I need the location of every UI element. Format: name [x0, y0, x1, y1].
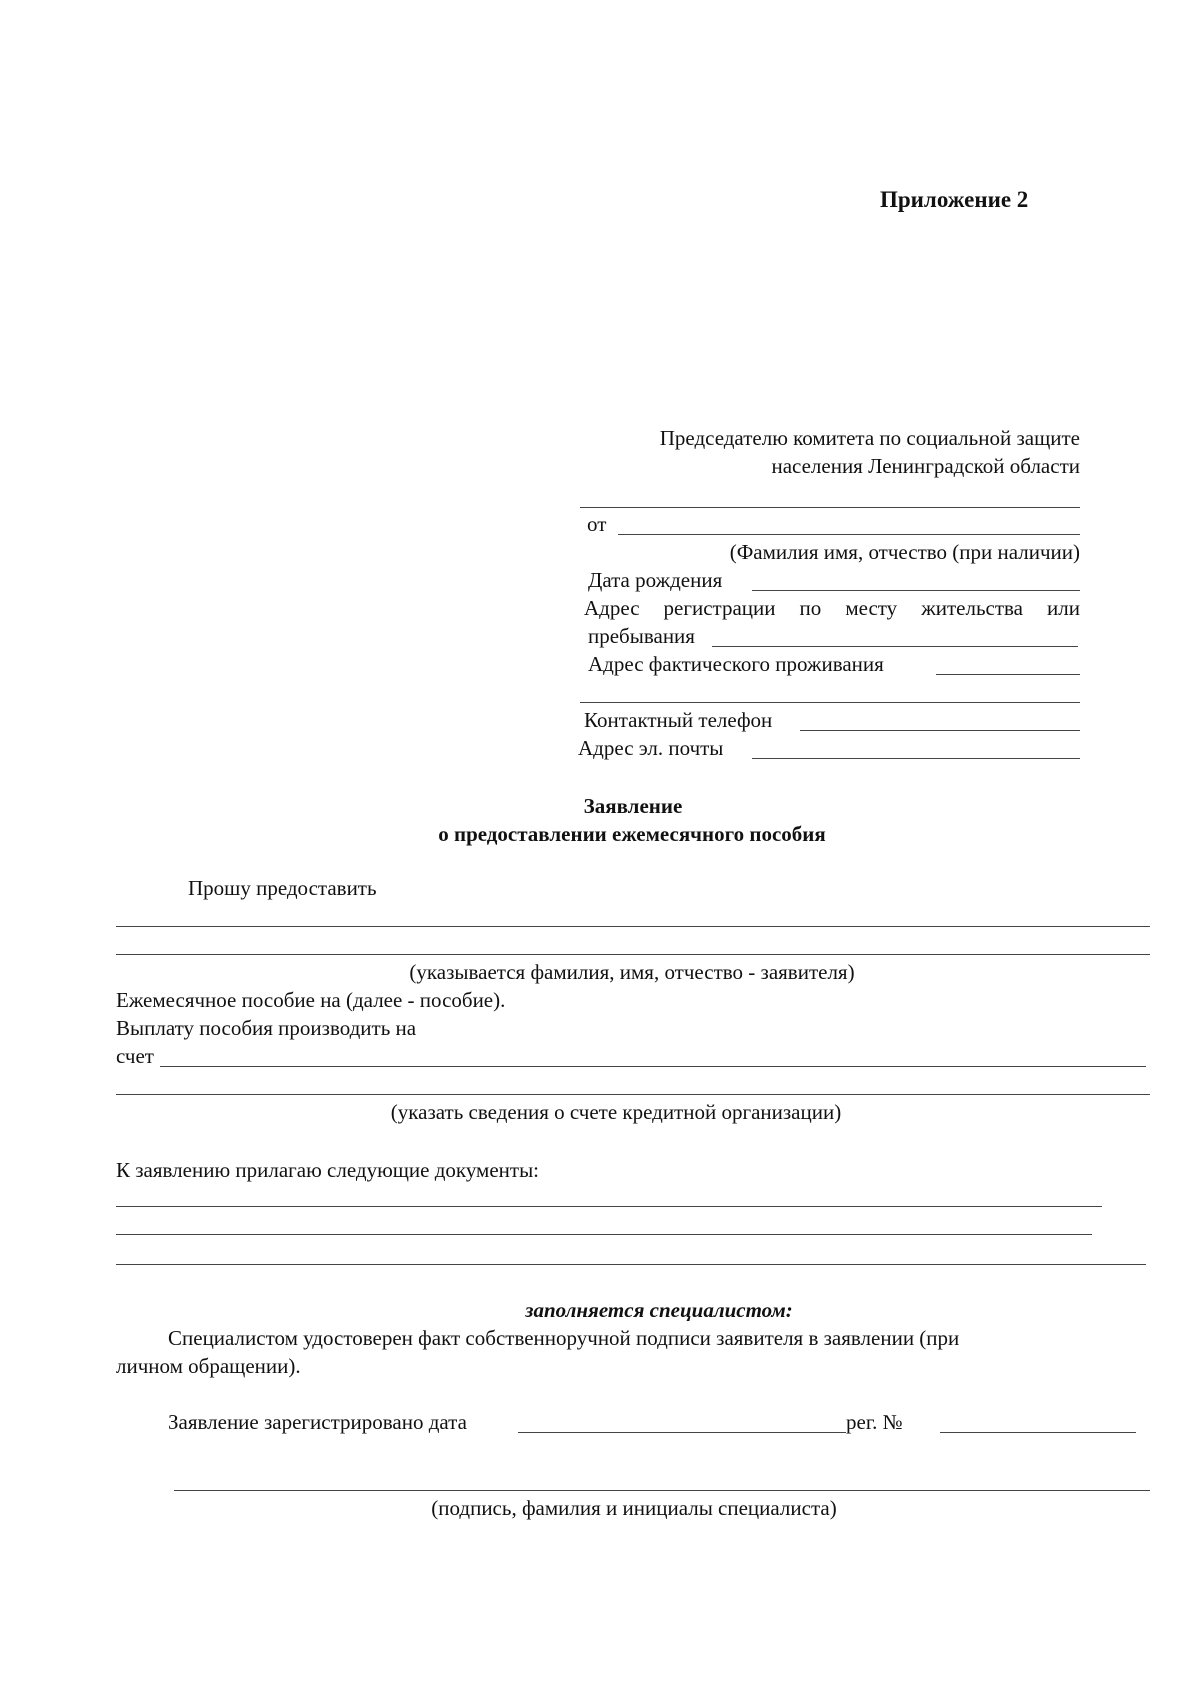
monthly-allowance-text: Ежемесячное пособие на (далее - пособие). — [116, 988, 506, 1012]
attachments-label: К заявлению прилагаю следующие документы: — [116, 1158, 540, 1182]
payment-text: Выплату пособия производить на — [116, 1016, 417, 1040]
email-field[interactable] — [752, 758, 1080, 759]
attachments-field-3[interactable] — [116, 1264, 1146, 1265]
from-label: от — [587, 512, 607, 536]
account-field-2[interactable] — [116, 1094, 1150, 1095]
document-subtitle: о предоставлении ежемесячного пособия — [438, 822, 826, 846]
reg-number-field[interactable] — [940, 1432, 1136, 1433]
specialist-text-2: личном обращении). — [116, 1354, 301, 1378]
addressee-line-1: Председателю комитета по социальной защите — [659, 426, 1080, 450]
registration-address-label-2: пребывания — [588, 624, 695, 648]
specialist-heading: заполняется специалистом: — [525, 1298, 793, 1322]
reg-word: по — [799, 596, 822, 620]
request-text: Прошу предоставить — [188, 876, 377, 900]
signature-hint: (подпись, фамилия и инициалы специалиста) — [431, 1496, 837, 1520]
from-field[interactable] — [618, 534, 1080, 535]
phone-label: Контактный телефон — [584, 708, 773, 732]
reg-word: месту — [845, 596, 898, 620]
applicant-field-2[interactable] — [116, 954, 1150, 955]
actual-address-field-2[interactable] — [580, 702, 1080, 703]
specialist-text-1: Специалистом удостоверен факт собственноручной подписи заявителя в заявлении (при — [168, 1326, 960, 1350]
account-hint: (указать сведения о счете кредитной организации) — [390, 1100, 842, 1124]
birth-date-field[interactable] — [752, 590, 1080, 591]
registration-address-label — [584, 596, 1080, 621]
reg-word: Адрес — [584, 596, 640, 620]
registration-date-field[interactable] — [518, 1432, 846, 1433]
birth-date-label: Дата рождения — [588, 568, 723, 592]
reg-word: жительства — [921, 596, 1023, 620]
account-field[interactable] — [160, 1066, 1146, 1067]
phone-field[interactable] — [800, 730, 1080, 731]
email-label: Адрес эл. почты — [578, 736, 724, 760]
reg-word: регистрации — [663, 596, 776, 620]
account-label: счет — [116, 1044, 154, 1068]
actual-address-label: Адрес фактического проживания — [588, 652, 884, 676]
document-title: Заявление — [583, 794, 683, 818]
reg-word: или — [1047, 596, 1080, 620]
applicant-name-line[interactable] — [580, 507, 1080, 508]
appendix-label: Приложение 2 — [880, 187, 1029, 212]
applicant-field-1[interactable] — [116, 926, 1150, 927]
addressee-line-2: населения Ленинградской области — [771, 454, 1080, 478]
attachments-field-1[interactable] — [116, 1206, 1102, 1207]
registration-address-field[interactable] — [712, 646, 1078, 647]
registered-label: Заявление зарегистрировано дата — [168, 1410, 467, 1434]
attachments-field-2[interactable] — [116, 1234, 1092, 1235]
signature-field[interactable] — [174, 1490, 1150, 1491]
actual-address-field[interactable] — [936, 674, 1080, 675]
reg-number-label: рег. № — [846, 1410, 903, 1434]
fio-hint: (Фамилия имя, отчество (при наличии) — [729, 540, 1080, 564]
applicant-hint: (указывается фамилия, имя, отчество - заявителя) — [409, 960, 855, 984]
